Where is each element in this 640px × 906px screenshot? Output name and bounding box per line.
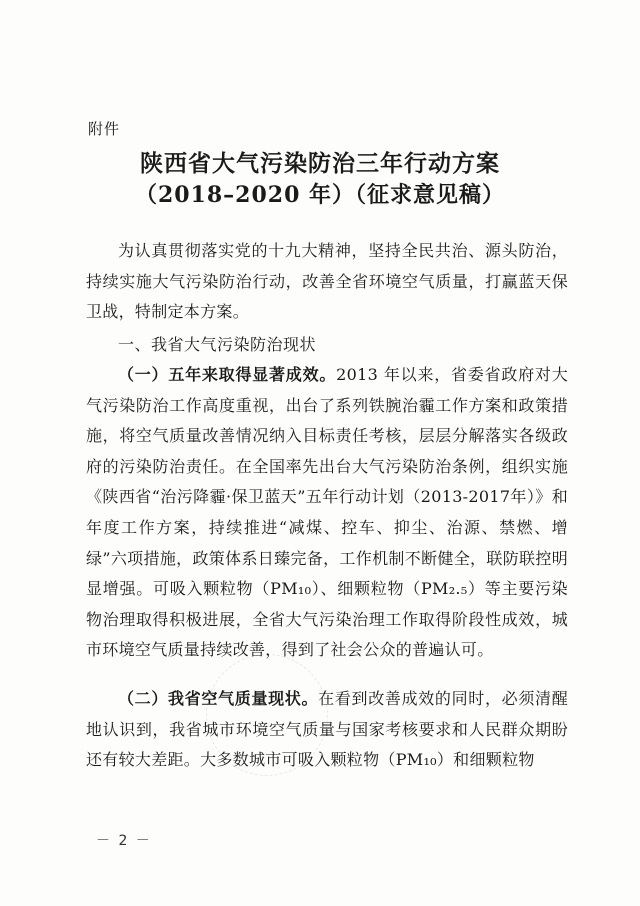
subsection-2-label: （二）我省空气质量现状。 — [118, 689, 319, 708]
document-subtitle: （2018–2020 年）（征求意见稿） — [134, 182, 506, 208]
subsection-1-text: 2013 年以来，省委省政府对大气污染防治工作高度重视，出台了系列铁腕治霾工作方案和政策措施，将空气质量改善情况纳入目标责任考核，层层分解落实各级政府的污染防治责任。在全国率先出台大气污染防治条例，组织实施《陕西省“治污降霾·保卫蓝天”五年行动计划（2013-2017年）》和年度工作方案，持续推进“减煤、控车、抑尘、治源、禁燃、增绿”六项措施，政策体系日臻完备，工作机制不断健全，联防联控明显增强。可吸入颗粒物（PM₁₀）、细颗粒物（PM₂.₅）等主要污染物治理取得积极进展，全省大气污染治理工作取得阶段性成效，城市环境空气质量持续改善，得到了社会公众的普遍认可。 — [86, 365, 568, 660]
subsection-2-paragraph — [86, 684, 568, 776]
subsection-1-paragraph — [86, 360, 568, 666]
page-number: － 2 － — [96, 833, 152, 849]
document-title: 陕西省大气污染防治三年行动方案 — [140, 150, 500, 177]
subsection-2-text: 在看到改善成效的同时，必须清醒地认识到，我省城市环境空气质量与国家考核要求和人民群众期盼还有较大差距。大多数城市可吸入颗粒物（PM₁₀）和细颗粒物 — [86, 689, 568, 770]
subsection-1-label: （一）五年来取得显著成效。 — [118, 365, 337, 384]
section-heading: 一、我省大气污染防治现状 — [118, 335, 317, 354]
attachment-label: 附件 — [88, 120, 121, 138]
intro-paragraph: 为认真贯彻落实党的十九大精神，坚持全民共治、源头防治，持续实施大气污染防治行动，改善全省环境空气质量，打赢蓝天保卫战，特制定本方案。 — [86, 241, 568, 322]
